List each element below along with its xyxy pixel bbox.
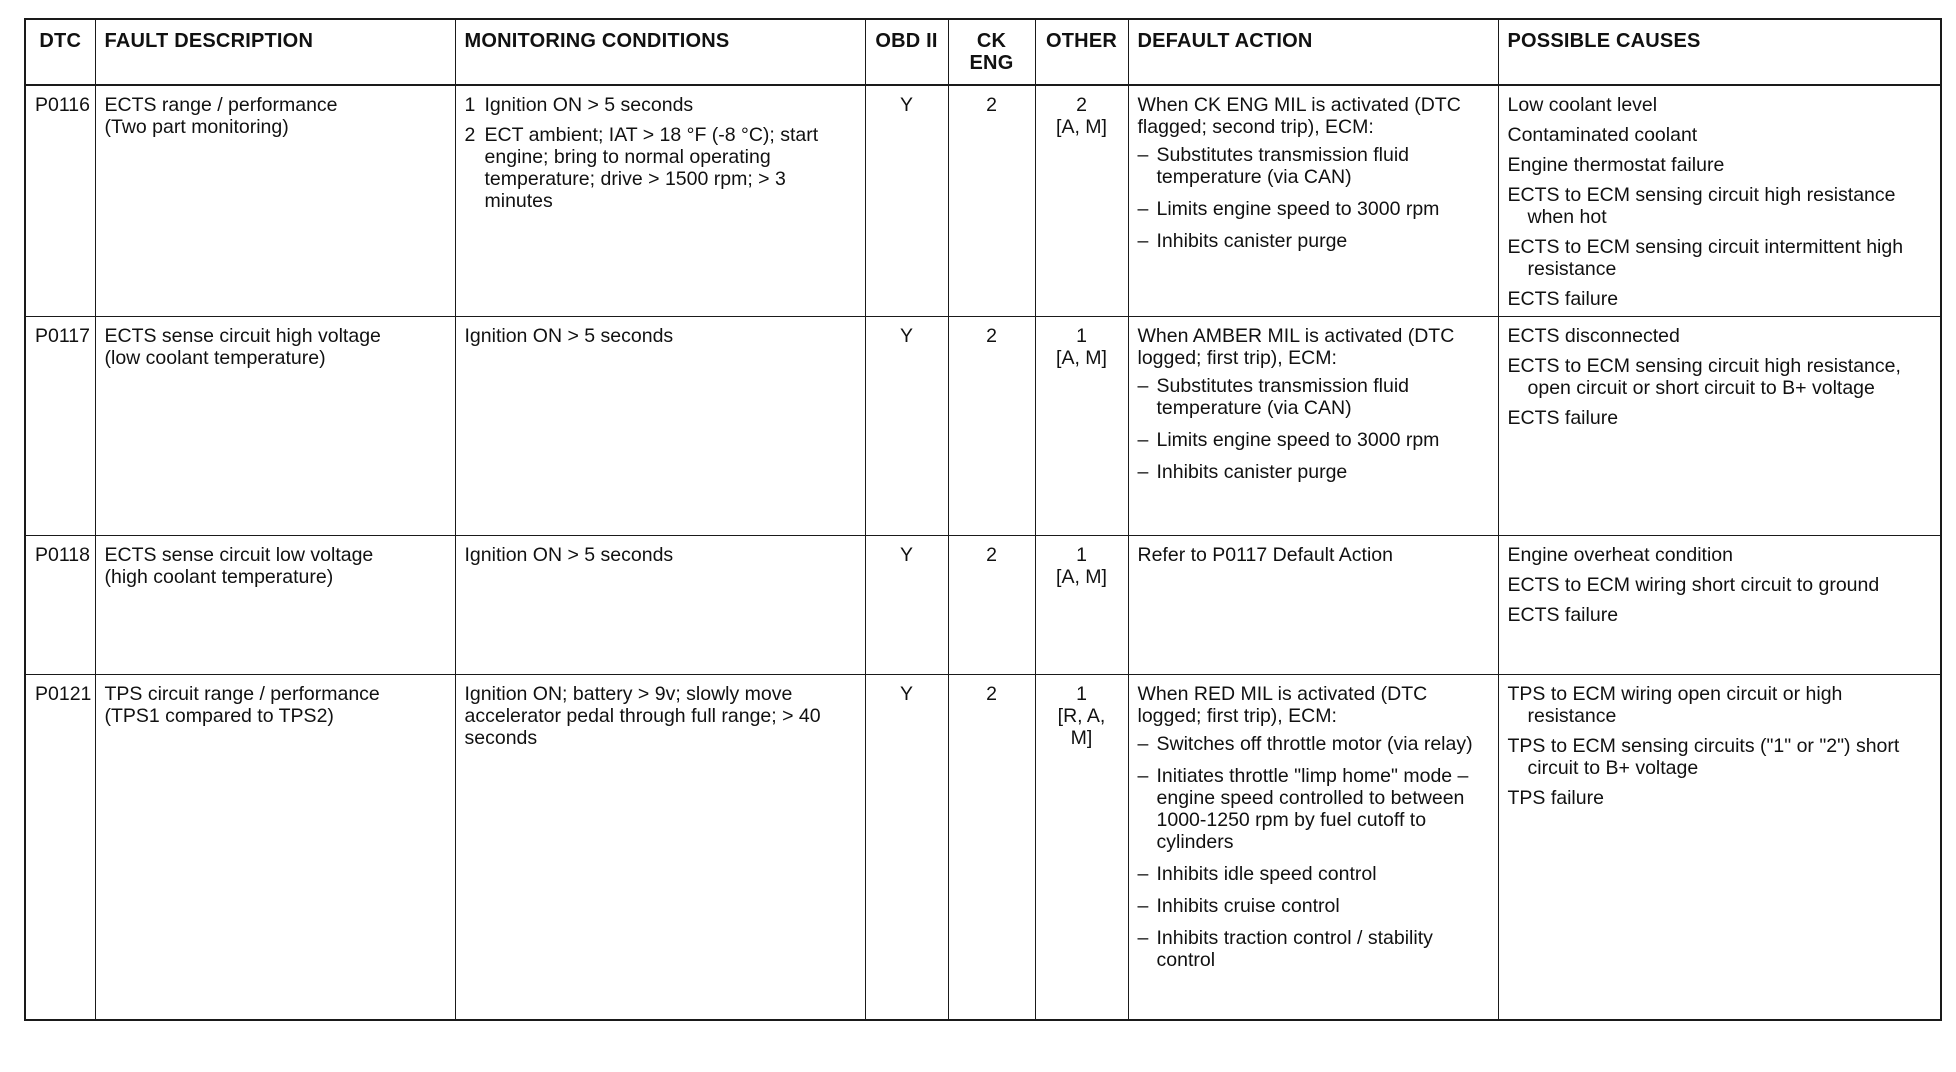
possible-causes-list <box>1508 544 1932 626</box>
fault-description <box>95 317 455 536</box>
other-value <box>1035 85 1128 317</box>
other-line: 2 <box>1076 94 1087 116</box>
possible-cause-item: Engine thermostat failure <box>1507 154 1725 176</box>
obd-ii-value: Y <box>865 85 948 317</box>
default-action-item: – Inhibits traction control / stability control <box>1138 927 1489 971</box>
default-action-item: – Inhibits idle speed control <box>1138 863 1489 885</box>
obd-ii-value: Y <box>865 536 948 675</box>
possible-cause-item: ECTS to ECM sensing circuit high resistance when hot <box>1507 184 1896 228</box>
monitoring-text: Ignition ON; battery > 9v; slowly move accelerator pedal through full range; > 40 seconds <box>464 683 821 749</box>
dtc-code: P0116 <box>25 85 95 317</box>
header-other: OTHER <box>1035 19 1128 85</box>
monitoring-step-number: 1 <box>464 94 476 116</box>
fault-line: TPS circuit range / performance <box>104 683 380 705</box>
table-row <box>25 85 1941 317</box>
possible-cause-item: ECTS failure <box>1507 604 1619 626</box>
default-action <box>1128 675 1498 1021</box>
fault-line: (high coolant temperature) <box>104 566 334 588</box>
dtc-code: P0121 <box>25 675 95 1021</box>
possible-cause-item: TPS to ECM wiring open circuit or high resistance <box>1507 683 1843 727</box>
possible-causes <box>1498 536 1941 675</box>
possible-cause-item: Engine overheat condition <box>1507 544 1733 566</box>
other-line: 1 <box>1076 683 1087 705</box>
default-action <box>1128 85 1498 317</box>
default-action <box>1128 536 1498 675</box>
possible-cause-item: ECTS to ECM wiring short circuit to ground <box>1507 574 1880 596</box>
table-body <box>25 85 1941 1020</box>
fault-line: ECTS sense circuit low voltage <box>104 544 374 566</box>
table-row <box>25 675 1941 1021</box>
other-line: [A, M] <box>1056 116 1107 138</box>
possible-causes <box>1498 317 1941 536</box>
header-dtc: DTC <box>25 19 95 85</box>
other-line: 1 <box>1076 325 1087 347</box>
default-action <box>1128 317 1498 536</box>
fault-description <box>95 85 455 317</box>
possible-cause-item: TPS failure <box>1507 787 1604 809</box>
possible-cause-item: ECTS disconnected <box>1507 325 1680 347</box>
monitoring-step-number: 2 <box>464 124 476 146</box>
possible-causes-list <box>1508 325 1932 429</box>
possible-cause-item: Contaminated coolant <box>1507 124 1698 146</box>
dtc-table <box>24 18 1942 1021</box>
default-action-list <box>1138 375 1489 483</box>
other-line: [A, M] <box>1056 347 1107 369</box>
default-action-item: – Substitutes transmission fluid temperature (via CAN) <box>1138 144 1489 188</box>
default-action-list <box>1138 733 1489 971</box>
monitoring-conditions <box>455 536 865 675</box>
default-action-item: – Initiates throttle "limp home" mode – engine speed controlled to between 1000-1250 rpm by fuel cutoff to cylinders <box>1138 765 1489 853</box>
other-value <box>1035 675 1128 1021</box>
monitoring-text: Ignition ON > 5 seconds <box>464 544 674 566</box>
possible-cause-item: ECTS to ECM sensing circuit high resistance, open circuit or short circuit to B+ voltage <box>1507 355 1901 399</box>
default-action-intro: When CK ENG MIL is activated (DTC flagged; second trip), ECM: <box>1137 94 1461 138</box>
possible-cause-item: ECTS failure <box>1507 407 1619 429</box>
header-fault-description: FAULT DESCRIPTION <box>95 19 455 85</box>
monitoring-step-text: Ignition ON > 5 seconds <box>484 94 694 116</box>
table-row <box>25 536 1941 675</box>
fault-line: ECTS range / performance <box>104 94 338 116</box>
obd-ii-value: Y <box>865 675 948 1021</box>
default-action-item: – Switches off throttle motor (via relay) <box>1138 733 1489 755</box>
fault-line: ECTS sense circuit high voltage <box>104 325 381 347</box>
header-possible-causes: POSSIBLE CAUSES <box>1498 19 1941 85</box>
monitoring-item <box>465 94 856 116</box>
monitoring-conditions <box>455 675 865 1021</box>
default-action-item: – Inhibits canister purge <box>1138 230 1489 252</box>
default-action-list <box>1138 144 1489 252</box>
possible-causes-list <box>1508 683 1932 809</box>
possible-causes <box>1498 85 1941 317</box>
fault-line: (TPS1 compared to TPS2) <box>104 705 334 727</box>
header-obd-ii: OBD II <box>865 19 948 85</box>
default-action-item: – Substitutes transmission fluid temperature (via CAN) <box>1138 375 1489 419</box>
dtc-code: P0117 <box>25 317 95 536</box>
monitoring-list <box>465 94 856 212</box>
default-action-item: – Limits engine speed to 3000 rpm <box>1138 429 1489 451</box>
ck-eng-value: 2 <box>948 536 1035 675</box>
ck-eng-value: 2 <box>948 675 1035 1021</box>
dtc-table-container <box>24 18 1940 1021</box>
possible-causes-list <box>1508 94 1932 310</box>
default-action-intro: When RED MIL is activated (DTC logged; first trip), ECM: <box>1137 683 1428 727</box>
ck-eng-value: 2 <box>948 317 1035 536</box>
default-action-item: – Limits engine speed to 3000 rpm <box>1138 198 1489 220</box>
fault-description <box>95 536 455 675</box>
default-action-intro: Refer to P0117 Default Action <box>1137 544 1393 566</box>
header-default-action: DEFAULT ACTION <box>1128 19 1498 85</box>
fault-line: (low coolant temperature) <box>104 347 326 369</box>
fault-line: (Two part monitoring) <box>104 116 289 138</box>
other-value <box>1035 317 1128 536</box>
monitoring-item <box>465 124 856 212</box>
default-action-intro: When AMBER MIL is activated (DTC logged; first trip), ECM: <box>1137 325 1455 369</box>
possible-cause-item: ECTS failure <box>1507 288 1619 310</box>
other-line: [R, A, M] <box>1057 705 1106 749</box>
monitoring-step-text: ECT ambient; IAT > 18 °F (-8 °C); start engine; bring to normal operating temperature; drive > 1500 rpm; > 3 minutes <box>484 124 819 212</box>
monitoring-conditions <box>455 85 865 317</box>
possible-cause-item: Low coolant level <box>1507 94 1658 116</box>
other-line: 1 <box>1076 544 1087 566</box>
possible-cause-item: ECTS to ECM sensing circuit intermittent high resistance <box>1507 236 1904 280</box>
other-line: [A, M] <box>1056 566 1107 588</box>
dtc-code: P0118 <box>25 536 95 675</box>
default-action-item: – Inhibits canister purge <box>1138 461 1489 483</box>
fault-description <box>95 675 455 1021</box>
possible-cause-item: TPS to ECM sensing circuits ("1" or "2") short circuit to B+ voltage <box>1507 735 1900 779</box>
possible-causes <box>1498 675 1941 1021</box>
header-ck-eng: CK ENG <box>948 19 1035 85</box>
obd-ii-value: Y <box>865 317 948 536</box>
monitoring-text: Ignition ON > 5 seconds <box>464 325 674 347</box>
table-row <box>25 317 1941 536</box>
other-value <box>1035 536 1128 675</box>
monitoring-conditions <box>455 317 865 536</box>
header-row <box>25 19 1941 85</box>
ck-eng-value: 2 <box>948 85 1035 317</box>
header-monitoring-conditions: MONITORING CONDITIONS <box>455 19 865 85</box>
default-action-item: – Inhibits cruise control <box>1138 895 1489 917</box>
